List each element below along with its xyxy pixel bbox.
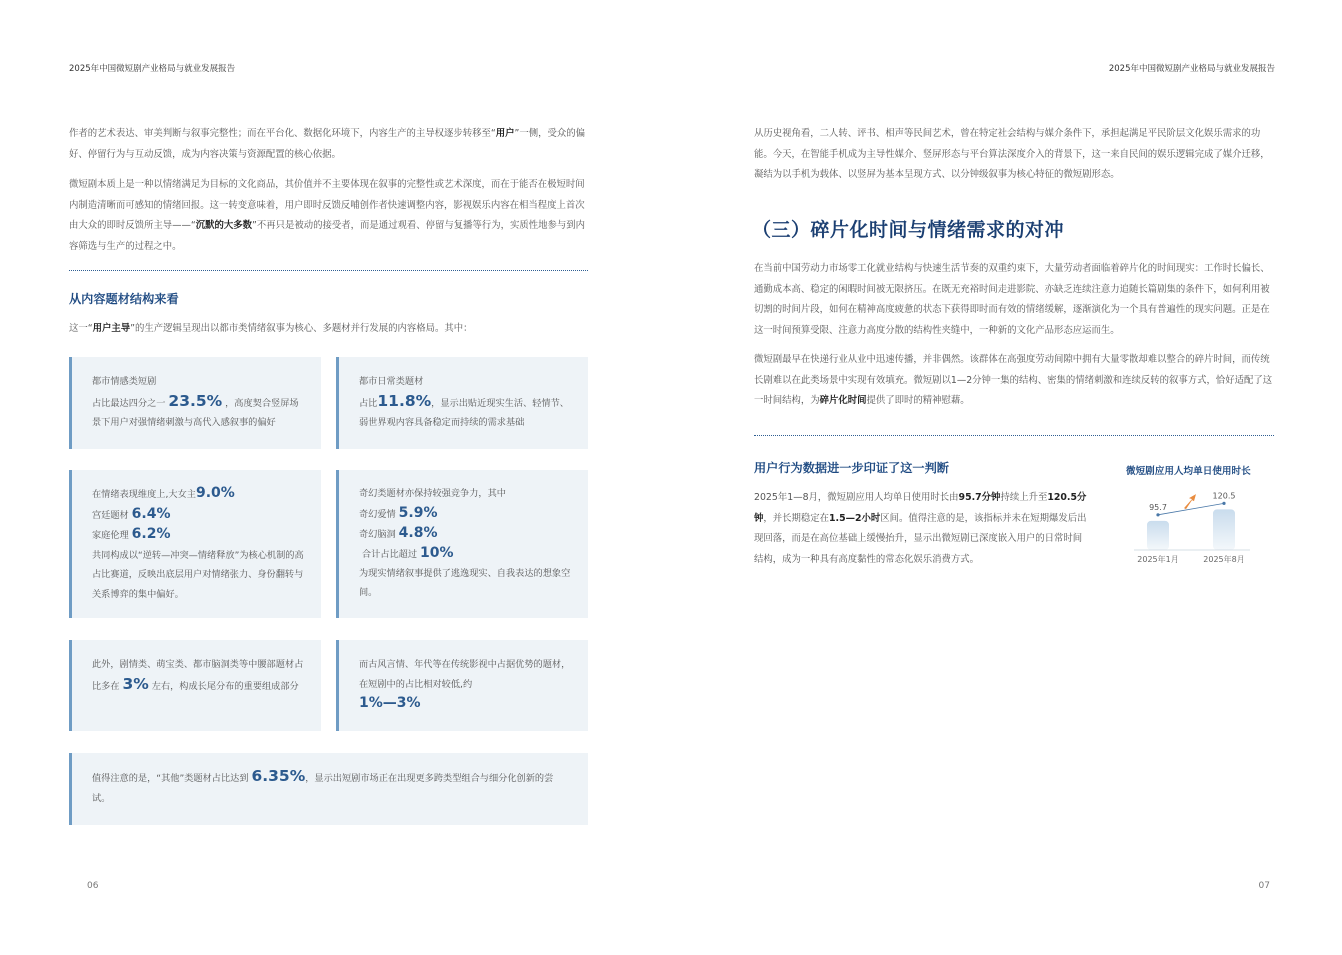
section-title: （三）碎片化时间与情绪需求的对冲 — [752, 219, 1065, 241]
card-label: 都市情感类短剧 — [92, 376, 157, 387]
paragraph-courier: 微短剧最早在快递行业从业中迅速传播，并非偶然。该群体在高强度劳动间隙中拥有大量零散却难以整合的碎片时间，而传统长剧难以在此类场景中实现有效填充。微短剧以1—2分钟一集的结构、密集的情绪刺激和连续反转的叙事方式，恰好适配了这一时间结构，为碎片化时间提供了即时的精神慰藉。 — [754, 354, 1273, 406]
stat-value: 6.4% — [131, 505, 171, 522]
chart-title: 微短剧应用人均单日使用时长 — [1126, 466, 1251, 477]
paragraph-emotion-commodity: 微短剧本质上是一种以情绪满足为目标的文化商品，其价值并不主要体现在叙事的完整性或艺术深度，而在于能否在极短时间内制造清晰而可感知的情绪回报。这一转变意味着，用户即时反馈反哺创作者快速调整内容，影视娱乐内容在相当程度上首次由大众的即时反馈所主导——“沉默的大多数”不再只是被动的接受者，而是通过观看、停留与复播等行为，实质性地参与到内容筛选与生产的过程之中。 — [69, 179, 585, 252]
bar-2 — [1213, 509, 1235, 550]
usage-time-chart — [1120, 476, 1272, 568]
data-label-1: 95.7 — [1149, 502, 1167, 512]
paragraph-intro: 作者的艺术表达、审美判断与叙事完整性；而在平台化、数据化环境下，内容生产的主导权逐步转移至“用户”一侧，受众的偏好、停留行为与互动反馈，成为内容决策与资源配置的核心依据。 — [69, 128, 585, 160]
bar-1 — [1147, 521, 1169, 550]
stat-value: 10% — [419, 544, 454, 561]
card-text: 此外，剧情类、萌宝类、都市脑洞类等中腰部题材占比多在 3% 左右，构成长尾分布的重要组成部分 — [92, 659, 304, 693]
card-text: 值得注意的是，“其他”类题材占比达到 6.35%，显示出短剧市场正在出现更多跨类型组合与细分化创新的尝试。 — [92, 767, 554, 804]
stat-value: 3% — [122, 674, 149, 693]
card-emotion-dimension — [69, 470, 321, 618]
subheading-user-behavior: 用户行为数据进一步印证了这一判断 — [754, 461, 949, 475]
card-line: 合计占比超过 10% — [361, 544, 454, 561]
card-line: 宫廷题材 6.4% — [92, 505, 171, 522]
paragraph-fragmented-time: 在当前中国劳动力市场零工化就业结构与快速生活节奏的双重约束下，大量劳动者面临着碎片化的时间现实：工作时长偏长、通勤成本高、稳定的闲暇时间被无限挤压。在既无充裕时间走进影院、亦缺乏连续注意力追随长篇剧集的条件下，如何利用被切割的时间片段，如何在精神高度疲惫的状态下获得即时而有效的情绪缓解，逐渐演化为一个具有普遍性的现实问题。正是在这一时间预算受限、注意力高度分散的结构性夹缝中，一种新的文化产品形态应运而生。 — [754, 263, 1270, 336]
running-header-right: 2025年中国微短剧产业格局与就业发展报告 — [1108, 64, 1275, 74]
paragraph-usage-data: 2025年1—8月，微短剧应用人均单日使用时长由95.7分钟持续上升至120.5分钟，并长期稳定在1.5—2小时区间。值得注意的是，该指标并未在短期爆发后出现回落，而是在高位基础上缓慢抬升，显示出微短剧已深度嵌入用户的日常时间结构，成为一种具有高度黏性的常态化娱乐消费方式。 — [754, 492, 1087, 565]
stat-value: 23.5% — [168, 391, 223, 410]
paragraph-user-led: 这一“用户主导”的生产逻辑呈现出以都市类情绪叙事为核心、多题材并行发展的内容格局。其中： — [69, 323, 473, 334]
card-fantasy — [336, 470, 588, 618]
stat-value: 9.0% — [195, 485, 235, 501]
data-label-2: 120.5 — [1212, 491, 1236, 501]
dotted-divider — [69, 270, 588, 271]
card-text: 为现实情绪叙事提供了逃逸现实、自我表达的想象空间。 — [359, 567, 571, 598]
card-line: 奇幻脑洞 4.8% — [359, 524, 438, 541]
card-line: 奇幻爱情 5.9% — [359, 504, 438, 521]
stat-value: 6.2% — [131, 526, 171, 542]
stat-value: 4.8% — [398, 524, 438, 541]
stat-value: 6.35% — [251, 767, 306, 785]
card-other-genres — [69, 753, 588, 825]
trend-up-arrow-icon — [1184, 494, 1196, 509]
card-label: 都市日常类题材 — [359, 376, 424, 387]
page-number-right: 07 — [1258, 881, 1270, 891]
stat-value: 11.8% — [377, 391, 432, 410]
paragraph-history: 从历史视角看，二人转、评书、相声等民间艺术，曾在特定社会结构与媒介条件下，承担起满足平民阶层文化娱乐需求的功能。今天，在智能手机成为主导性媒介、竖屏形态与平台算法深度介入的背景下，这一来自民间的娱乐逻辑完成了媒介迁移，凝结为以手机为载体、以竖屏为基本呈现方式、以分钟级叙事为核心特征的微短剧形态。 — [754, 128, 1270, 180]
running-header-left: 2025年中国微短剧产业格局与就业发展报告 — [69, 64, 236, 74]
card-text: 占比最达四分之一 23.5% ，高度契合竖屏场景下用户对强情绪刺激与高代入感叙事的偏好 — [92, 391, 299, 428]
card-line: 奇幻类题材亦保持较强竞争力，其中 — [359, 488, 506, 499]
card-text: 共同构成以“逆转—冲突—情绪释放”为核心机制的高占比赛道，反映出底层用户对情绪张力、身份翻转与关系博弈的集中偏好。 — [92, 549, 304, 600]
page-number-left: 06 — [87, 881, 99, 891]
card-traditional-genres — [336, 640, 588, 731]
card-mid-tier — [69, 640, 321, 731]
card-line: 在情绪表现维度上,大女主9.0% — [92, 485, 235, 501]
stat-value: 1%—3% — [359, 695, 421, 711]
stat-value: 5.9% — [398, 504, 438, 521]
card-text: 占比11.8%，显示出贴近现实生活、轻情节、弱世界观内容具备稳定而持续的需求基础 — [359, 391, 569, 428]
card-line: 家庭伦理 6.2% — [92, 526, 171, 542]
card-text: 而古风言情、年代等在传统影视中占据优势的题材，在短剧中的占比相对较低,约 1%—3% — [359, 659, 571, 711]
x-tick-label-2: 2025年8月 — [1203, 555, 1245, 564]
x-tick-label-1: 2025年1月 — [1137, 555, 1179, 564]
card-urban-daily — [336, 357, 588, 449]
dotted-divider — [754, 435, 1274, 436]
card-urban-romance — [69, 357, 321, 449]
subheading-content-structure: 从内容题材结构来看 — [69, 292, 179, 306]
